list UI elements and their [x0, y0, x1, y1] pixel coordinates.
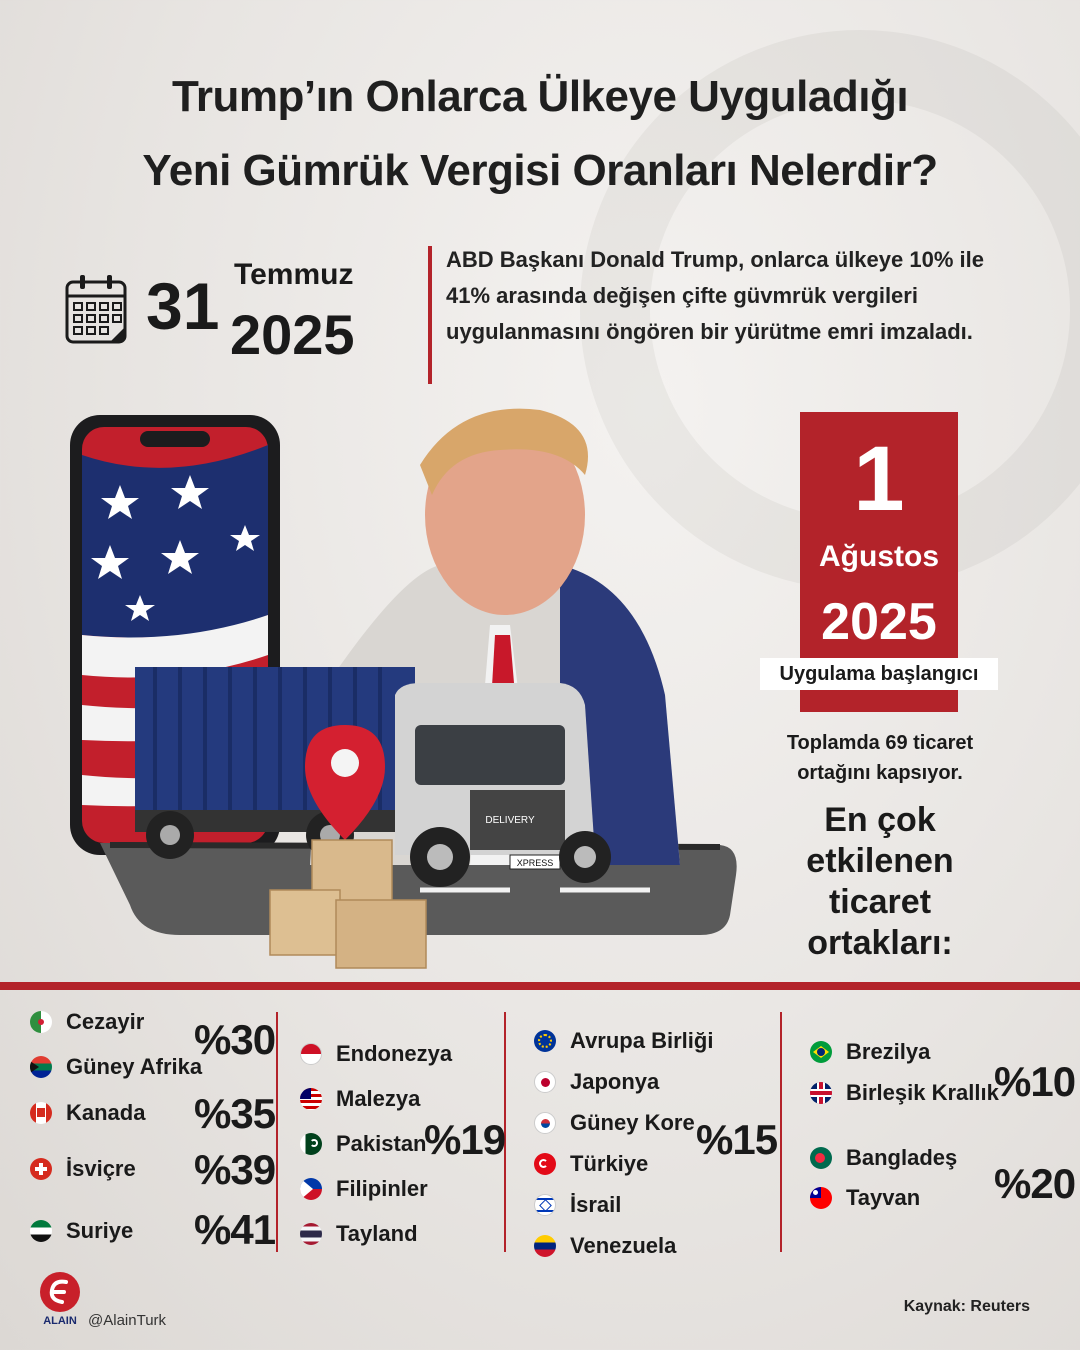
country-guney-kore	[534, 1108, 695, 1138]
signed-year: 2025	[230, 303, 355, 366]
signed-day: 31	[146, 269, 220, 343]
rate-15: %15	[696, 1116, 778, 1163]
country-name: Malezya	[336, 1086, 421, 1111]
taiwan-flag-icon	[810, 1187, 832, 1209]
start-year: 2025	[821, 593, 937, 651]
most-affected-line-2: etkilenen	[806, 842, 954, 880]
start-day: 1	[853, 428, 905, 530]
start-month: Ağustos	[819, 540, 939, 573]
thailand-flag-icon	[300, 1223, 322, 1245]
country-malezya	[300, 1084, 420, 1114]
country-tayvan	[810, 1183, 920, 1213]
country-name: Venezuela	[570, 1233, 677, 1258]
page-title	[0, 60, 1080, 208]
country-banglades	[810, 1143, 957, 1173]
turkey-flag-icon	[534, 1153, 556, 1175]
country-name: Filipinler	[336, 1176, 428, 1201]
country-name: Güney Afrika	[66, 1054, 203, 1079]
rate-30: %30	[194, 1016, 276, 1063]
section-divider	[0, 982, 1080, 990]
country-name: İsrail	[570, 1192, 622, 1217]
title-line-2: Yeni Gümrük Vergisi Oranları Nelerdir?	[142, 146, 938, 195]
country-name: Türkiye	[570, 1151, 649, 1176]
algeria-flag-icon	[30, 1011, 52, 1033]
most-affected-line-1: En çok	[824, 801, 936, 839]
country-name: Tayvan	[846, 1185, 921, 1210]
country-name: Endonezya	[336, 1041, 453, 1066]
philippines-flag-icon	[300, 1178, 322, 1200]
country-name: Suriye	[66, 1218, 134, 1243]
country-name: Pakistan	[336, 1131, 427, 1156]
country-cezayir	[30, 1007, 144, 1037]
country-suriye	[30, 1216, 133, 1246]
country-japonya	[534, 1067, 659, 1097]
truck-plate: XPRESS	[516, 858, 554, 868]
coverage-text: Toplamda 69 ticaret ortağını kapsıyor.	[786, 732, 974, 784]
country-isvicre	[30, 1154, 136, 1184]
country-name: Güney Kore	[570, 1110, 695, 1135]
country-brezilya	[810, 1037, 930, 1067]
intro-text: ABD Başkanı Donald Trump, onlarca ülkeye 10% ile 41% arasında değişen çifte güvmrük vergileri uygulanmasını öngören bir yürütme emri imzaladı.	[446, 247, 984, 344]
country-name: Birleşik Krallık	[846, 1080, 999, 1105]
title-line-1: Trump’ın Onlarca Ülkeye Uyguladığı	[171, 72, 909, 121]
rate-41: %41	[194, 1206, 276, 1253]
column-separator	[276, 1012, 278, 1252]
country-filipinler	[300, 1174, 428, 1204]
country-kanada	[30, 1098, 145, 1128]
country-israil	[534, 1190, 621, 1220]
country-turkiye	[534, 1149, 648, 1179]
indonesia-flag-icon	[300, 1043, 322, 1065]
alain-logo	[36, 1270, 84, 1330]
south-africa-flag-icon	[30, 1056, 52, 1078]
social-handle: @AlainTurk	[88, 1312, 167, 1329]
country-venezuela	[534, 1231, 676, 1261]
country-name: Bangladeş	[846, 1145, 958, 1170]
japan-flag-icon	[534, 1071, 556, 1093]
intro-accent-bar	[428, 246, 432, 384]
uk-flag-icon	[810, 1082, 832, 1104]
malaysia-flag-icon	[300, 1088, 322, 1110]
south-korea-flag-icon	[534, 1112, 556, 1134]
country-endonezya	[300, 1039, 452, 1069]
truck-label: DELIVERY	[485, 815, 535, 826]
source-text: Kaynak: Reuters	[903, 1298, 1030, 1315]
signed-month: Temmuz	[234, 258, 354, 291]
rate-19: %19	[424, 1116, 506, 1163]
country-name: Brezilya	[846, 1039, 931, 1064]
switzerland-flag-icon	[30, 1158, 52, 1180]
country-name: Japonya	[570, 1069, 660, 1094]
country-birlesik-krallik	[810, 1078, 999, 1108]
country-name: Kanada	[66, 1100, 146, 1125]
most-affected-line-4: ortakları:	[807, 924, 953, 962]
pakistan-flag-icon	[300, 1133, 322, 1155]
calendar-icon	[64, 272, 130, 348]
syria-flag-icon	[30, 1220, 52, 1242]
illustration	[40, 395, 760, 985]
rate-20: %20	[994, 1160, 1076, 1207]
country-name: Cezayir	[66, 1009, 145, 1034]
most-affected-line-3: ticaret	[828, 883, 932, 921]
rate-39: %39	[194, 1146, 276, 1193]
country-guney-afrika	[30, 1052, 202, 1082]
brazil-flag-icon	[810, 1041, 832, 1063]
rate-10: %10	[994, 1058, 1076, 1105]
country-name: Avrupa Birliği	[570, 1028, 714, 1053]
most-affected-heading	[780, 800, 980, 964]
start-label: Uygulama başlangıcı	[760, 658, 998, 690]
venezuela-flag-icon	[534, 1235, 556, 1257]
bangladesh-flag-icon	[810, 1147, 832, 1169]
country-avrupa-birligi	[534, 1026, 713, 1056]
country-name: Tayland	[336, 1221, 418, 1246]
country-tayland	[300, 1219, 418, 1249]
eu-flag-icon	[534, 1030, 556, 1052]
column-separator	[780, 1012, 782, 1252]
israel-flag-icon	[534, 1194, 556, 1216]
country-name: İsviçre	[66, 1156, 136, 1181]
rate-35: %35	[194, 1090, 276, 1137]
country-pakistan	[300, 1129, 427, 1159]
logo-text: ALAIN	[43, 1315, 77, 1327]
canada-flag-icon	[30, 1102, 52, 1124]
